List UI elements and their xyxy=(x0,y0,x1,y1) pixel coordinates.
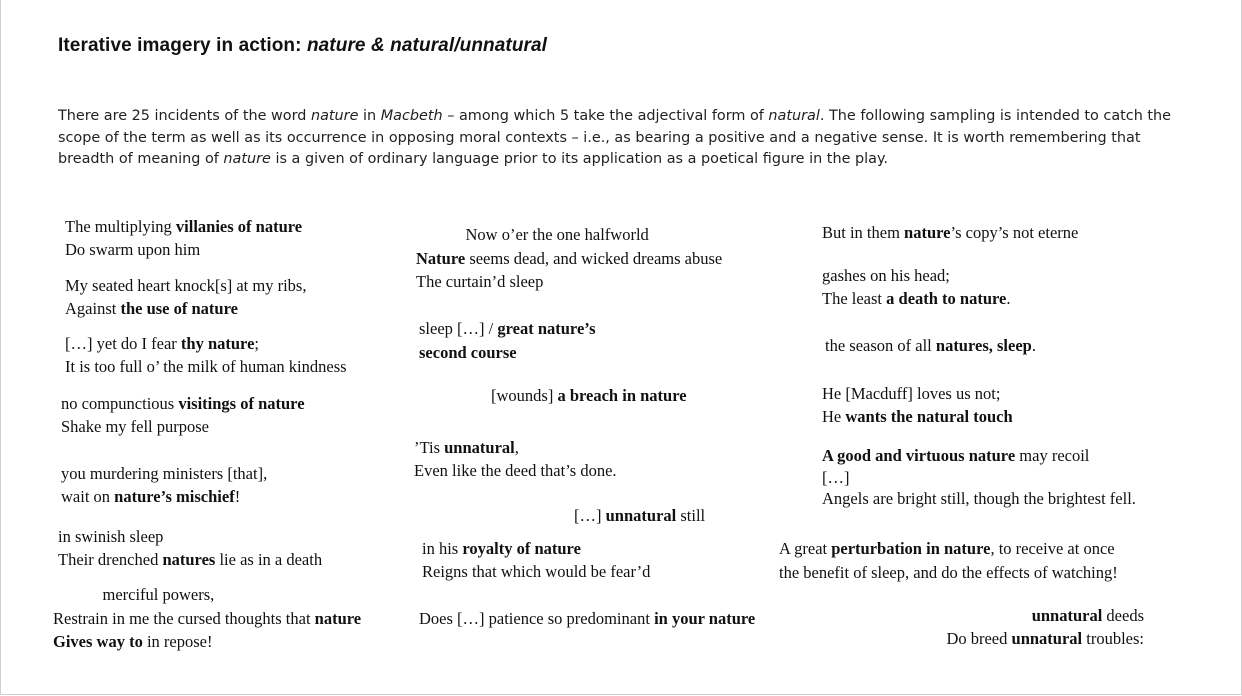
quote-line xyxy=(58,526,322,549)
emphasis-text: villanies of nature xyxy=(175,217,303,236)
emphasis-text: in your nature xyxy=(654,609,756,628)
text-run: Shake my fell purpose xyxy=(61,416,210,436)
emphasis-text: A good and virtuous nature xyxy=(822,446,1016,465)
intro-paragraph xyxy=(58,106,1188,171)
text-run: in swinish sleep xyxy=(58,527,164,546)
quote-line xyxy=(61,463,267,486)
text-run: ’Tis xyxy=(414,438,445,457)
quote-line xyxy=(822,467,1136,489)
quote-line xyxy=(822,383,1013,406)
quote-line xyxy=(822,288,1011,311)
text-run: The multiplying xyxy=(65,217,176,236)
text-run: in his xyxy=(422,539,463,558)
text-run: Restrain in me the cursed thoughts that xyxy=(53,608,315,628)
quote-great-natures-second-course xyxy=(419,317,596,365)
quote-in-your-nature xyxy=(419,608,755,631)
quote-line xyxy=(65,356,347,379)
quote-natures-sleep xyxy=(825,335,1036,358)
quote-unnatural-still xyxy=(574,505,705,528)
quote-royalty-of-nature xyxy=(422,538,650,583)
text-run: There are 25 incidents of the word xyxy=(58,108,311,124)
italic-text: natural xyxy=(768,108,820,124)
quote-virtuous-nature xyxy=(822,445,1136,510)
emphasis-text: unnatural xyxy=(1031,606,1103,625)
quote-use-of-nature xyxy=(65,275,306,320)
quote-breach-in-nature xyxy=(491,385,687,408)
quote-line xyxy=(416,270,722,294)
text-run: […] xyxy=(822,467,850,487)
quote-line xyxy=(825,335,1036,358)
title-prefix: Iterative imagery in action: xyxy=(58,35,307,56)
text-run: still xyxy=(676,506,706,525)
quote-unnatural-deeds xyxy=(946,605,1144,650)
quote-tis-unnatural xyxy=(414,437,617,482)
quote-line xyxy=(416,223,722,247)
quote-line xyxy=(414,437,617,460)
text-run: Do breed xyxy=(946,628,1012,648)
text-run: Now o’er the one halfworld xyxy=(416,225,649,244)
text-run: But in them xyxy=(822,223,905,242)
emphasis-text: wants the natural touch xyxy=(845,406,1013,426)
quote-line xyxy=(414,460,617,483)
quote-line xyxy=(61,393,305,416)
quote-line xyxy=(65,216,302,239)
text-run: Reigns that which would be fear’d xyxy=(422,561,651,581)
emphasis-text: Gives way to xyxy=(53,632,143,651)
emphasis-text: nature’s mischief xyxy=(114,486,235,506)
title-emphasis: nature & natural/unnatural xyxy=(306,35,548,56)
text-run: sleep […] / xyxy=(419,319,498,338)
emphasis-text: second course xyxy=(419,343,517,362)
quote-thy-nature xyxy=(65,333,347,378)
quote-natures-copy xyxy=(822,222,1078,245)
slide-title xyxy=(58,35,547,57)
emphasis-text: natures xyxy=(162,549,216,569)
emphasis-text: nature xyxy=(314,608,362,628)
quote-perturbation-in-nature xyxy=(779,537,1118,584)
quote-line xyxy=(419,341,596,365)
quote-natural-touch xyxy=(822,383,1013,428)
quote-line xyxy=(416,247,722,271)
quote-line xyxy=(822,488,1136,510)
text-run: deeds xyxy=(1102,606,1144,625)
quote-line xyxy=(419,317,596,341)
emphasis-text: great nature’s xyxy=(497,319,596,338)
text-run: merciful powers, xyxy=(53,585,215,604)
text-run: the season of all xyxy=(825,336,936,355)
text-run: is a given of ordinary language prior to its application as a poetical figure in the play. xyxy=(270,151,888,167)
emphasis-text: royalty of nature xyxy=(462,539,581,558)
emphasis-text: visitings of nature xyxy=(178,394,305,413)
quote-nature-seems-dead xyxy=(416,223,722,294)
text-run: He [Macduff] loves us not; xyxy=(822,384,1001,403)
text-run: in xyxy=(358,108,381,124)
text-run: […] yet do I fear xyxy=(65,334,181,353)
text-run: ! xyxy=(234,486,241,506)
text-run: ; xyxy=(254,334,259,353)
quote-line xyxy=(422,538,650,561)
text-run: A great xyxy=(779,539,832,558)
quote-natures-mischief xyxy=(61,463,267,508)
text-run: may recoil xyxy=(1015,446,1090,465)
text-run: troubles: xyxy=(1082,628,1144,648)
emphasis-text: unnatural xyxy=(1011,628,1083,648)
emphasis-text: unnatural xyxy=(605,506,677,525)
quote-line xyxy=(574,505,705,528)
text-run: you murdering ministers [that], xyxy=(61,464,268,483)
emphasis-text: a death to nature xyxy=(886,288,1007,308)
text-run: Angels are bright still, though the brightest fell. xyxy=(822,489,1136,508)
emphasis-text: thy nature xyxy=(180,334,255,353)
quote-line xyxy=(58,549,322,572)
quote-line xyxy=(65,239,302,262)
text-run: He xyxy=(822,406,846,426)
quote-death-to-nature xyxy=(822,265,1011,310)
text-run: lie as in a death xyxy=(215,549,323,569)
quote-line xyxy=(65,298,306,321)
emphasis-text: natures, sleep xyxy=(935,336,1032,355)
text-run: seems dead, and wicked dreams abuse xyxy=(465,248,723,268)
text-run: . xyxy=(1006,288,1011,308)
quote-line xyxy=(61,486,267,509)
quote-line xyxy=(946,605,1144,628)
quote-line xyxy=(779,561,1118,585)
quote-gives-way-to xyxy=(53,583,361,654)
quote-line xyxy=(822,445,1136,467)
text-run: . xyxy=(1031,336,1036,355)
quote-visitings-of-nature xyxy=(61,393,305,438)
quote-line xyxy=(822,265,1011,288)
text-run: […] xyxy=(574,506,606,525)
text-run: My seated heart knock[s] at my ribs, xyxy=(65,276,307,295)
quote-line xyxy=(65,275,306,298)
italic-text: Macbeth xyxy=(380,108,443,124)
quote-line xyxy=(822,222,1078,245)
text-run: [wounds] xyxy=(491,386,558,405)
emphasis-text: the use of nature xyxy=(120,298,238,318)
text-run: the benefit of sleep, and do the effects of watching! xyxy=(779,562,1118,582)
emphasis-text: Nature xyxy=(416,248,466,268)
quote-line xyxy=(419,608,755,631)
text-run: in repose! xyxy=(142,632,213,651)
quote-line xyxy=(422,561,650,584)
emphasis-text: unnatural xyxy=(444,438,515,457)
text-run: Against xyxy=(65,298,121,318)
text-run: no compunctious xyxy=(61,394,179,413)
text-run: Do swarm upon him xyxy=(65,239,201,259)
text-run: The least xyxy=(822,288,887,308)
quote-line xyxy=(946,628,1144,651)
italic-text: nature xyxy=(223,151,271,167)
text-run: Does […] patience so predominant xyxy=(419,609,655,628)
text-run: , xyxy=(514,438,519,457)
quote-villanies-of-nature xyxy=(65,216,302,261)
quote-drenched-natures xyxy=(58,526,322,571)
emphasis-text: nature xyxy=(904,223,951,242)
quote-line xyxy=(65,333,347,356)
text-run: The curtain’d sleep xyxy=(416,272,544,291)
text-run: Their drenched xyxy=(58,549,163,569)
text-run: – among which 5 take the adjectival form of xyxy=(442,108,769,124)
text-run: Even like the deed that’s done. xyxy=(414,460,617,480)
text-run: , to receive at once xyxy=(990,539,1115,558)
quote-line xyxy=(61,416,305,439)
quote-line xyxy=(53,583,361,607)
text-run: ’s copy’s not eterne xyxy=(950,223,1079,242)
quote-line xyxy=(53,607,361,631)
text-run: . The following sampling is intended to catch the scope of the term as well as its occurrence in opposing moral contexts – i.e., as bearing a positive and a negative sense. It is worth remembering that breadth of meaning of xyxy=(58,108,1172,167)
italic-text: nature xyxy=(310,108,359,124)
text-run: It is too full o’ the milk of human kindness xyxy=(65,356,347,376)
text-run: gashes on his head; xyxy=(822,266,950,285)
quote-line xyxy=(779,537,1118,561)
emphasis-text: a breach in nature xyxy=(557,386,687,405)
quote-line xyxy=(822,406,1013,429)
quote-line xyxy=(491,385,687,408)
quote-line xyxy=(53,630,361,654)
emphasis-text: perturbation in nature xyxy=(831,539,991,558)
text-run: wait on xyxy=(61,486,115,506)
